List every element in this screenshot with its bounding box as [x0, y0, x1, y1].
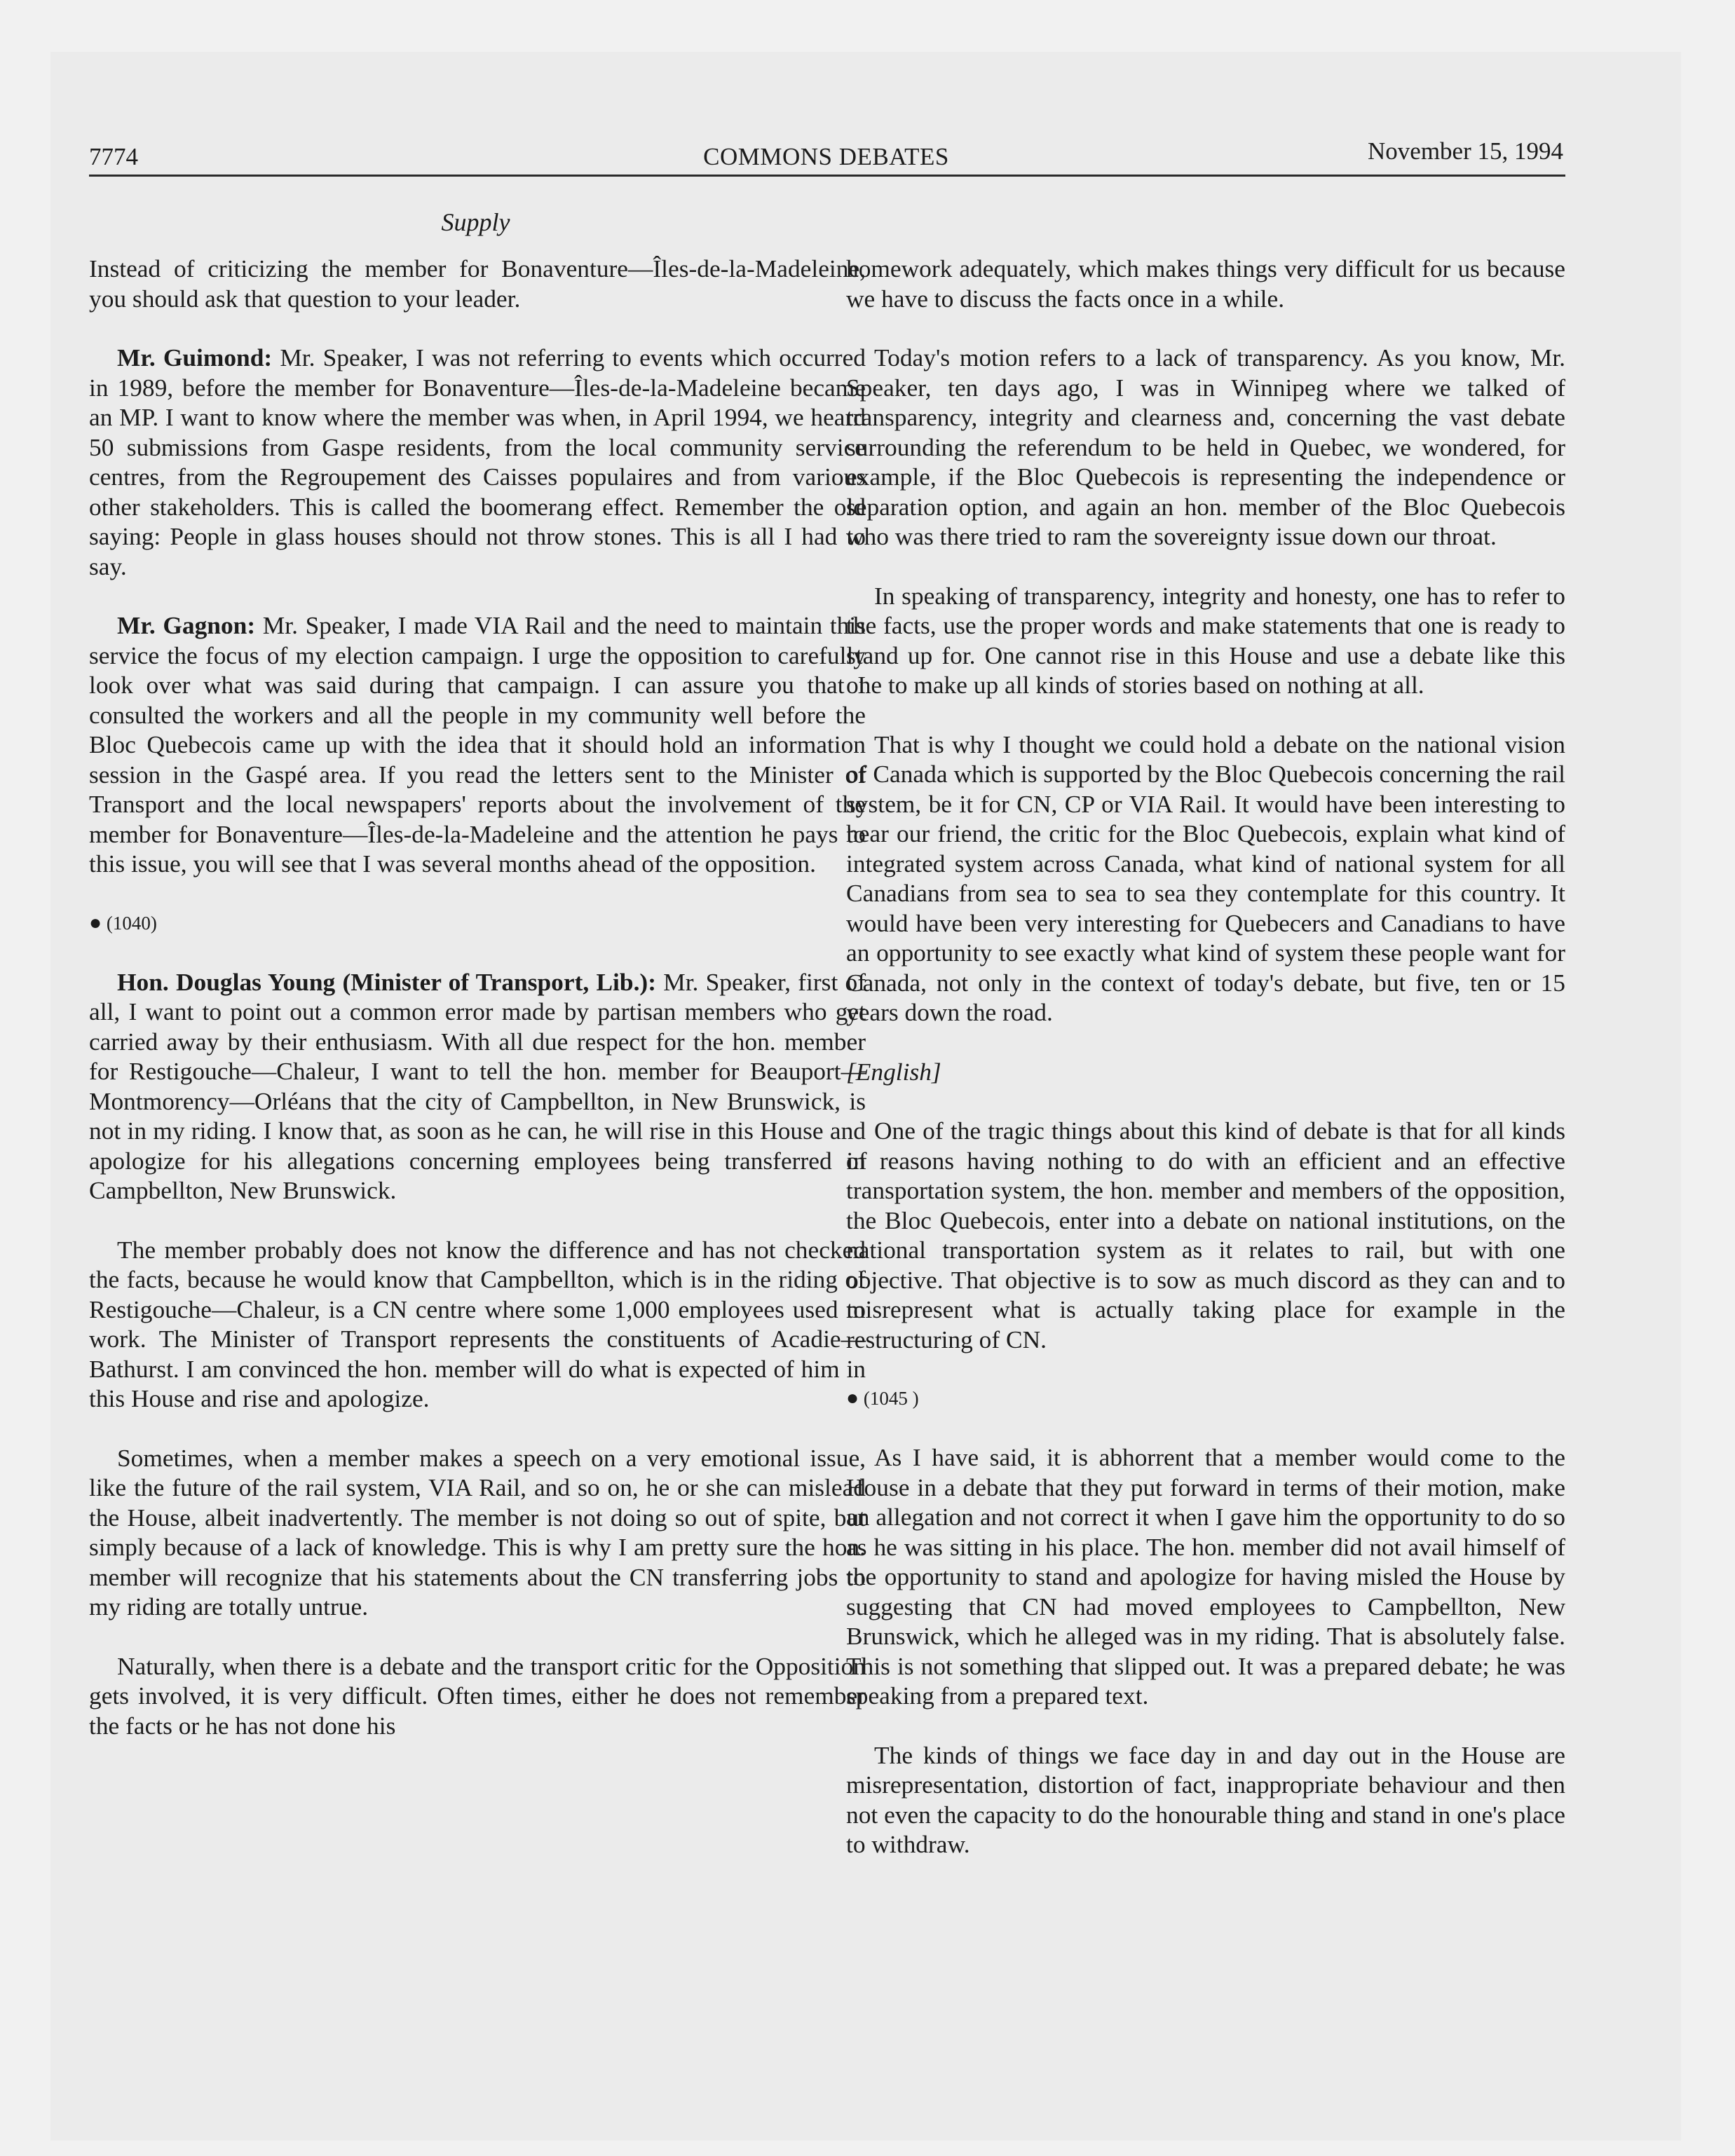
- page-number: 7774: [89, 143, 138, 170]
- speech-text: Mr. Speaker, I was not referring to events which occurred in 1989, before the member for Bonaventure—Îles-de-la-Madeleine became an MP. I want to know where the member was when, in April 1994, we heard 50 submissions from Gaspe residents, from the local community service centres, from the Regroupement des Caisses populaires and from various other stakeholders. This is called the boomerang effect. Remember the old saying: People in glass houses should not throw stones. This is all I had to say.: [89, 343, 866, 580]
- speaker-name: Mr. Guimond:: [117, 343, 273, 371]
- paragraph: The member probably does not know the difference and has not checked the facts, because he would know that Campbellton, which is in the riding of Restigouche—Chaleur, is a CN centre where some 1,000 employees used to work. The Minister of Transport represents the constituents of Acadie—Bathurst. I am convinced the hon. member will do what is expected of him in this House and rise and apologize.: [89, 1235, 866, 1412]
- time-marker-label: (1040): [106, 912, 157, 934]
- time-marker: [846, 1384, 1565, 1413]
- time-marker: [89, 908, 866, 938]
- paragraph: One of the tragic things about this kind of debate is that for all kinds of reasons having nothing to do with an efficient and an effective transportation system, the hon. member and members of the opposition, the Bloc Quebecois, enter into a debate on national institutions, on the national transportation system as it relates to rail, but with one objective. That objective is to sow as much discord as they can and to misrepresent what is actually taking place for example in the restructuring of CN.: [846, 1117, 1565, 1353]
- paragraph: [89, 610, 866, 879]
- speech-text: Mr. Speaker, I made VIA Rail and the need to maintain this service the focus of my election campaign. I urge the opposition to carefully look over what was said during that campaign. I can assure you that I consulted the workers and all the people in my community well before the Bloc Quebecois came up with the idea that it should hold an information session in the Gaspé area. If you read the letters sent to the Minister of Transport and the local newspapers' reports about the involvement of the member for Bonaventure—Îles-de-la-Madeleine and the attention he pays to this issue, you will see that I was several months ahead of the opposition.: [89, 611, 866, 878]
- time-marker-label: (1045 ): [863, 1388, 919, 1409]
- paragraph: [89, 967, 866, 1206]
- paragraph: The kinds of things we face day in and day out in the House are misrepresentation, distortion of fact, inappropriate behaviour and then not even the capacity to do the honourable thing and stand in one's place to withdraw.: [846, 1740, 1565, 1858]
- right-column: [846, 254, 1565, 1889]
- paragraph: homework adequately, which makes things very difficult for us because we have to discuss the facts once in a while.: [846, 254, 1565, 313]
- speaker-name: Mr. Gagnon:: [117, 611, 256, 639]
- bullet-icon: ●: [846, 1386, 859, 1410]
- paragraph: As I have said, it is abhorrent that a member would come to the House in a debate that they put forward in terms of their motion, make an allegation and not correct it when I gave him the opportunity to do so as he was sitting in his place. The hon. member did not avail himself of the opportunity to stand and apologize for having misled the House by suggesting that CN had moved employees to Campbellton, New Brunswick, which he alleged was in my riding. That is absolutely false. This is not something that slipped out. It was a prepared debate; he was speaking from a prepared text.: [846, 1443, 1565, 1710]
- paragraph: Naturally, when there is a debate and the transport critic for the Opposition gets involved, it is very difficult. Often times, either he does not remember the facts or he has not done his: [89, 1651, 866, 1740]
- page-date: November 15, 1994: [1368, 137, 1563, 165]
- paragraph: [89, 343, 866, 581]
- paragraph: In speaking of transparency, integrity and honesty, one has to refer to the facts, use the proper words and make statements that one is ready to stand up for. One cannot rise in this House and use a debate like this one to make up all kinds of stories based on nothing at all.: [846, 581, 1565, 699]
- paragraph: Instead of criticizing the member for Bonaventure—Îles-de-la-Madeleine, you should ask that question to your leader.: [89, 254, 866, 313]
- left-column: [89, 254, 866, 1770]
- language-tag: [English]: [846, 1057, 941, 1086]
- page-header: [89, 137, 1563, 179]
- header-rule: [89, 175, 1565, 177]
- speaker-name: Hon. Douglas Young (Minister of Transport, Lib.):: [117, 967, 656, 996]
- speech-text: Mr. Speaker, first of all, I want to point out a common error made by partisan members who get carried away by their enthusiasm. With all due respect for the hon. member for Restigouche—Chaleur, I want to tell the hon. member for Beauport—Montmorency—Orléans that the city of Campbellton, in New Brunswick, is not in my riding. I know that, as soon as he can, he will rise in this House and apologize for his allegations concerning employees being transferred in Campbellton, New Brunswick.: [89, 967, 866, 1204]
- paragraph: Today's motion refers to a lack of transparency. As you know, Mr. Speaker, ten days ago, I was in Winnipeg where we talked of transparency, integrity and clearness and, concerning the vast debate surrounding the referendum to be held in Quebec, we wondered, for example, if the Bloc Quebecois is representing the independence or separation option, and again an hon. member of the Bloc Quebecois who was there tried to ram the sovereignty issue down our throat.: [846, 343, 1565, 550]
- paragraph: That is why I thought we could hold a debate on the national vision of Canada which is supported by the Bloc Quebecois concerning the rail system, be it for CN, CP or VIA Rail. It would have been interesting to hear our friend, the critic for the Bloc Quebecois, explain what kind of integrated system across Canada, what kind of national system for all Canadians from sea to sea to sea they contemplate for this country. It would have been very interesting for Quebecers and Canadians to have an opportunity to see exactly what kind of system these people want for Canada, not only in the context of today's debate, but five, ten or 15 years down the road.: [846, 730, 1565, 1026]
- section-title: Supply: [441, 208, 510, 236]
- bullet-icon: ●: [89, 910, 102, 934]
- paragraph: Sometimes, when a member makes a speech on a very emotional issue, like the future of the rail system, VIA Rail, and so on, he or she can mislead the House, albeit inadvertently. The member is not doing so out of spite, but simply because of a lack of knowledge. This is why I am pretty sure the hon. member will recognize that his statements about the CN transferring jobs to my riding are totally untrue.: [89, 1443, 866, 1621]
- publication-title: COMMONS DEBATES: [703, 143, 949, 170]
